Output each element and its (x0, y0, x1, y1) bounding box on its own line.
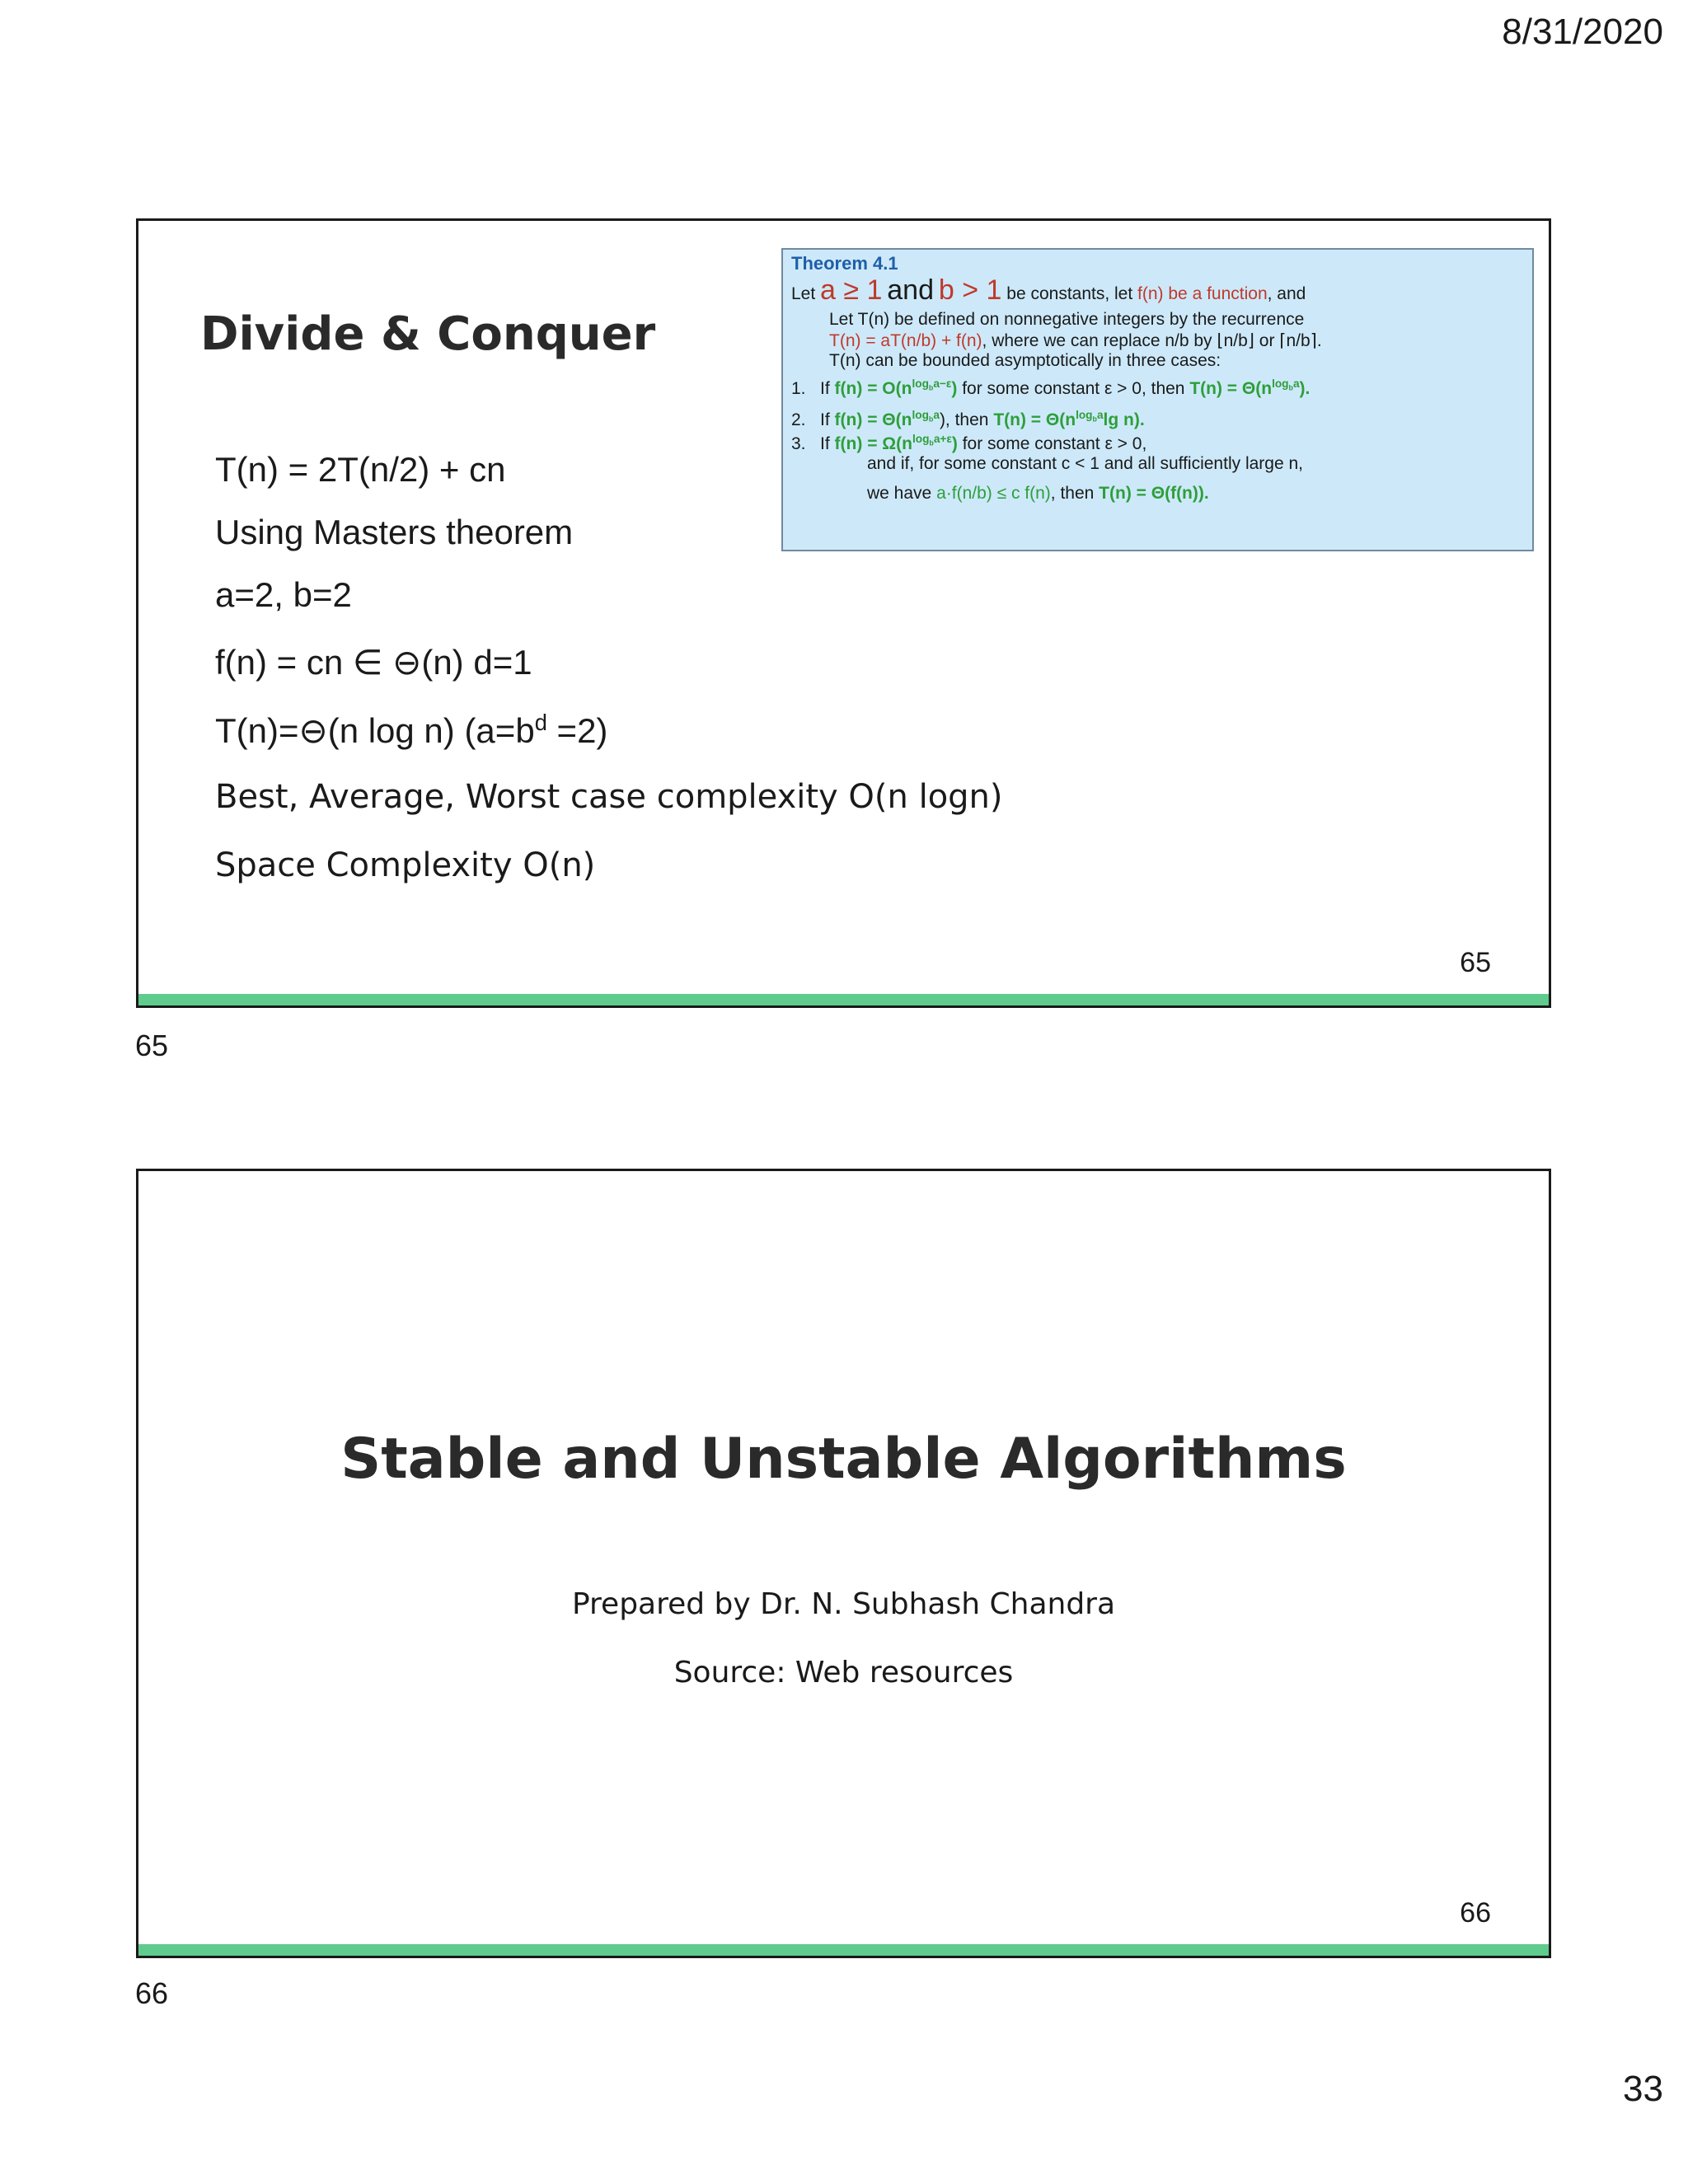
theorem-line-1: Let a ≥ 1 and b > 1 be constants, let f(n) be a function, and (791, 274, 1306, 306)
slide-divide-conquer (136, 218, 1551, 1008)
slide-accent-bar (138, 994, 1549, 1005)
theorem-line-4: T(n) can be bounded asymptotically in three cases: (829, 351, 1221, 370)
theorem-case-3-line-3: we have a·f(n/b) ≤ c f(n), then T(n) = Θ(f(n)). (867, 484, 1209, 503)
slide-caption-66: 66 (135, 1976, 169, 2010)
header-date: 8/31/2020 (1502, 12, 1663, 52)
slide-title: Divide & Conquer (200, 307, 656, 361)
slide-stable-unstable (136, 1169, 1551, 1958)
theorem-heading: Theorem 4.1 (791, 253, 898, 274)
body-line-ab: a=2, b=2 (215, 575, 352, 614)
body-line-fn: f(n) = cn ∈ ⊖(n) d=1 (215, 643, 532, 682)
body-line-recurrence: T(n) = 2T(n/2) + cn (215, 450, 506, 489)
body-line-tn: T(n)=⊖(n log n) $(a=b^d =2)$ (215, 710, 608, 750)
body-line-space: Space Complexity O(n) (215, 846, 596, 884)
page-number: 33 (1623, 2069, 1663, 2109)
theorem-case-1: 1. If $f(n) = O(n^{log_ba-\varepsilon})$ for some constant ε > 0, then $T(n) = \Theta(n^{log_ba})$. (791, 377, 1311, 398)
theorem-case-3-line-2: and if, for some constant c < 1 and all sufficiently large n, (867, 454, 1303, 473)
body-line-masters: Using Masters theorem (215, 513, 574, 551)
prepared-by: Prepared by Dr. N. Subhash Chandra (571, 1587, 1116, 1621)
slide-title: Stable and Unstable Algorithms (340, 1427, 1347, 1492)
source-line: Source: Web resources (673, 1656, 1014, 1690)
theorem-case-3: 3. If $f(n) = \Omega(n^{log_ba+\varepsilon})$ for some constant ε > 0, (791, 433, 1147, 453)
theorem-case-2: 2. If $f(n) = \Theta(n^{log_ba})$, then $T(n) = \Theta(n^{log_ba}\lg$ n). (791, 409, 1145, 429)
slide-accent-bar (138, 1944, 1549, 1956)
slide-number: 65 (1460, 947, 1491, 978)
theorem-line-3: T(n) = aT(n/b) + f(n), where we can replace n/b by ⌊n/b⌋ or ⌈n/b⌉. (829, 331, 1322, 350)
slide-number: 66 (1460, 1897, 1491, 1929)
theorem-box (781, 248, 1534, 551)
theorem-line-2: Let T(n) be defined on nonnegative integers by the recurrence (829, 310, 1305, 329)
slide-caption-65: 65 (135, 1029, 169, 1062)
body-line-complexity: Best, Average, Worst case complexity O(n logn) (215, 778, 1003, 816)
